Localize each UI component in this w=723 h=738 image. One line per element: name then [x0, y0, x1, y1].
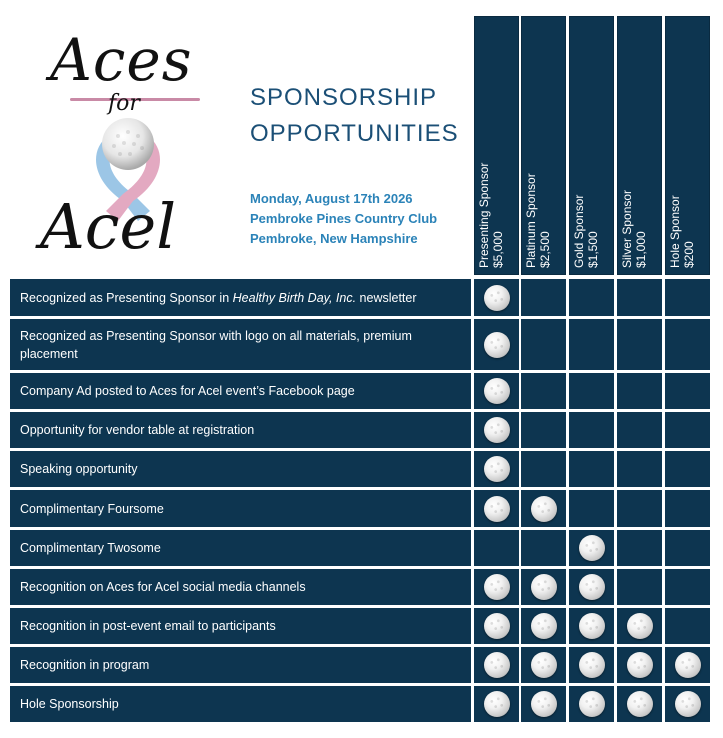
benefit-cell	[665, 569, 710, 605]
benefit-cell	[617, 530, 662, 566]
golf-ball-icon	[531, 613, 557, 639]
benefit-text-main: Speaking opportunity	[20, 462, 138, 476]
benefit-text-main: Recognition on Aces for Acel social media channels	[20, 580, 306, 594]
benefit-cell	[521, 647, 566, 683]
benefit-cell	[474, 451, 519, 487]
benefit-cell	[521, 412, 566, 448]
benefit-cell	[665, 373, 710, 409]
benefit-cell	[569, 373, 614, 409]
tier-price: $5,000	[490, 231, 505, 268]
benefit-text-main: Recognized as Presenting Sponsor with logo on all materials, premium placement	[20, 328, 412, 361]
tier-header-label	[620, 88, 648, 268]
benefit-text-suffix: newsletter	[356, 290, 417, 305]
benefit-cell	[521, 686, 566, 722]
golf-ball-icon	[484, 574, 510, 600]
benefit-text-main: Recognition in post-event email to participants	[20, 619, 276, 633]
logo-word-for: for	[108, 91, 140, 116]
benefit-text-main: Company Ad posted to Aces for Acel event’s Facebook page	[20, 384, 355, 398]
tier-header-label	[524, 88, 552, 268]
benefit-text-main: Recognition in program	[20, 658, 150, 672]
benefit-cell	[474, 530, 519, 566]
benefit-text	[20, 617, 276, 635]
logo-word-aces: Aces	[50, 26, 193, 94]
benefit-cell	[617, 608, 662, 644]
tier-price: $1,000	[633, 231, 648, 268]
benefit-text	[20, 289, 417, 307]
tier-price: $1,500	[585, 231, 600, 268]
event-details	[250, 189, 437, 249]
tier-price: $200	[681, 241, 696, 268]
benefit-cell	[474, 490, 519, 527]
golf-ball-icon	[484, 691, 510, 717]
golf-ball-icon	[531, 652, 557, 678]
benefit-label	[10, 373, 471, 409]
golf-ball-icon	[484, 378, 510, 404]
benefit-text-main: Complimentary Twosome	[20, 541, 161, 555]
benefit-cell	[521, 319, 566, 370]
benefit-cell	[617, 451, 662, 487]
benefit-text	[20, 460, 137, 478]
golf-ball-icon	[531, 691, 557, 717]
benefit-cell	[617, 279, 662, 316]
benefit-text	[20, 421, 254, 439]
benefit-cell	[521, 279, 566, 316]
benefit-text	[20, 327, 461, 363]
benefit-cell	[665, 451, 710, 487]
benefit-text	[20, 695, 119, 713]
benefit-text-main: Recognized as Presenting Sponsor in	[20, 290, 233, 305]
tier-header-1	[474, 16, 519, 275]
benefit-cell	[617, 373, 662, 409]
benefit-cell	[665, 319, 710, 370]
benefit-text	[20, 539, 161, 557]
benefit-cell	[665, 530, 710, 566]
golf-ball-icon	[579, 574, 605, 600]
tier-name: Platinum Sponsor	[523, 173, 538, 268]
golf-ball-icon	[675, 691, 701, 717]
benefit-cell	[569, 279, 614, 316]
benefit-cell	[474, 686, 519, 722]
logo-word-acel: Acel	[40, 190, 177, 263]
benefit-cell	[474, 373, 519, 409]
event-date: Monday, August 17th 2026	[250, 191, 413, 206]
event-location: Pembroke, New Hampshire	[250, 231, 418, 246]
golf-ball-icon	[484, 456, 510, 482]
benefit-cell	[569, 412, 614, 448]
benefit-cell	[569, 686, 614, 722]
benefit-label	[10, 412, 471, 448]
benefit-cell	[474, 608, 519, 644]
benefit-cell	[665, 647, 710, 683]
tier-name: Hole Sponsor	[667, 195, 682, 268]
tier-header-label	[477, 88, 505, 268]
benefit-cell	[617, 412, 662, 448]
event-venue: Pembroke Pines Country Club	[250, 211, 438, 226]
benefit-text-main: Opportunity for vendor table at registration	[20, 423, 255, 437]
benefit-cell	[617, 686, 662, 722]
benefit-text	[20, 500, 164, 518]
benefit-label	[10, 490, 471, 527]
benefit-cell	[569, 319, 614, 370]
benefit-cell	[474, 412, 519, 448]
golf-ball-icon	[484, 332, 510, 358]
golf-ball-icon	[627, 652, 653, 678]
golf-ball-icon	[531, 496, 557, 522]
benefit-cell	[521, 569, 566, 605]
page-title: SPONSORSHIP OPPORTUNITIES	[250, 84, 459, 147]
benefit-cell	[665, 686, 710, 722]
tier-price: $2,500	[537, 231, 552, 268]
golf-ball-icon	[579, 691, 605, 717]
tier-header-5	[665, 16, 710, 275]
golf-ball-icon	[484, 285, 510, 311]
benefit-text-main: Complimentary Foursome	[20, 501, 164, 516]
golf-ball-icon	[627, 691, 653, 717]
benefit-cell	[665, 279, 710, 316]
tier-header-label	[668, 88, 696, 268]
benefit-label	[10, 686, 471, 722]
benefit-cell	[617, 569, 662, 605]
benefit-text-main: Hole Sponsorship	[20, 697, 119, 711]
golf-ball-icon	[531, 574, 557, 600]
benefit-cell	[617, 319, 662, 370]
benefit-cell	[474, 279, 519, 316]
benefit-label	[10, 569, 471, 605]
tier-name: Gold Sponsor	[571, 194, 586, 268]
tier-name: Presenting Sponsor	[476, 162, 491, 268]
benefit-cell	[569, 647, 614, 683]
benefit-cell	[569, 490, 614, 527]
benefit-cell	[521, 608, 566, 644]
benefit-text	[20, 578, 306, 596]
golf-ball-icon	[579, 535, 605, 561]
golf-ball-icon	[627, 613, 653, 639]
benefit-label	[10, 319, 471, 370]
benefit-label	[10, 451, 471, 487]
benefit-cell	[665, 608, 710, 644]
tier-header-4	[617, 16, 662, 275]
benefit-cell	[617, 490, 662, 527]
benefit-cell	[521, 451, 566, 487]
golf-ball-icon	[579, 613, 605, 639]
golf-ball-icon	[579, 652, 605, 678]
benefit-text	[20, 656, 149, 674]
benefit-label	[10, 647, 471, 683]
benefit-cell	[569, 608, 614, 644]
golf-ball-icon	[484, 496, 510, 522]
tier-header-3	[569, 16, 614, 275]
benefit-cell	[569, 451, 614, 487]
benefit-cell	[617, 647, 662, 683]
benefit-cell	[569, 569, 614, 605]
aces-for-acel-logo	[20, 18, 230, 268]
benefit-label	[10, 608, 471, 644]
benefit-cell	[474, 319, 519, 370]
benefit-label	[10, 530, 471, 566]
benefit-cell	[521, 530, 566, 566]
benefit-cell	[569, 530, 614, 566]
benefit-cell	[521, 373, 566, 409]
tier-name: Silver Sponsor	[619, 189, 634, 268]
benefit-cell	[521, 490, 566, 527]
benefit-cell	[665, 412, 710, 448]
tier-header-label	[572, 88, 600, 268]
benefit-cell	[474, 647, 519, 683]
benefit-cell	[474, 569, 519, 605]
golf-ball-icon	[484, 417, 510, 443]
golf-ball-icon	[484, 613, 510, 639]
golf-ball-icon	[484, 652, 510, 678]
benefit-label	[10, 279, 471, 316]
benefit-text	[20, 382, 355, 400]
benefit-cell	[665, 490, 710, 527]
golf-ball-icon	[675, 652, 701, 678]
tier-header-2	[521, 16, 566, 275]
benefit-text-italic: Healthy Birth Day, Inc.	[232, 290, 357, 305]
